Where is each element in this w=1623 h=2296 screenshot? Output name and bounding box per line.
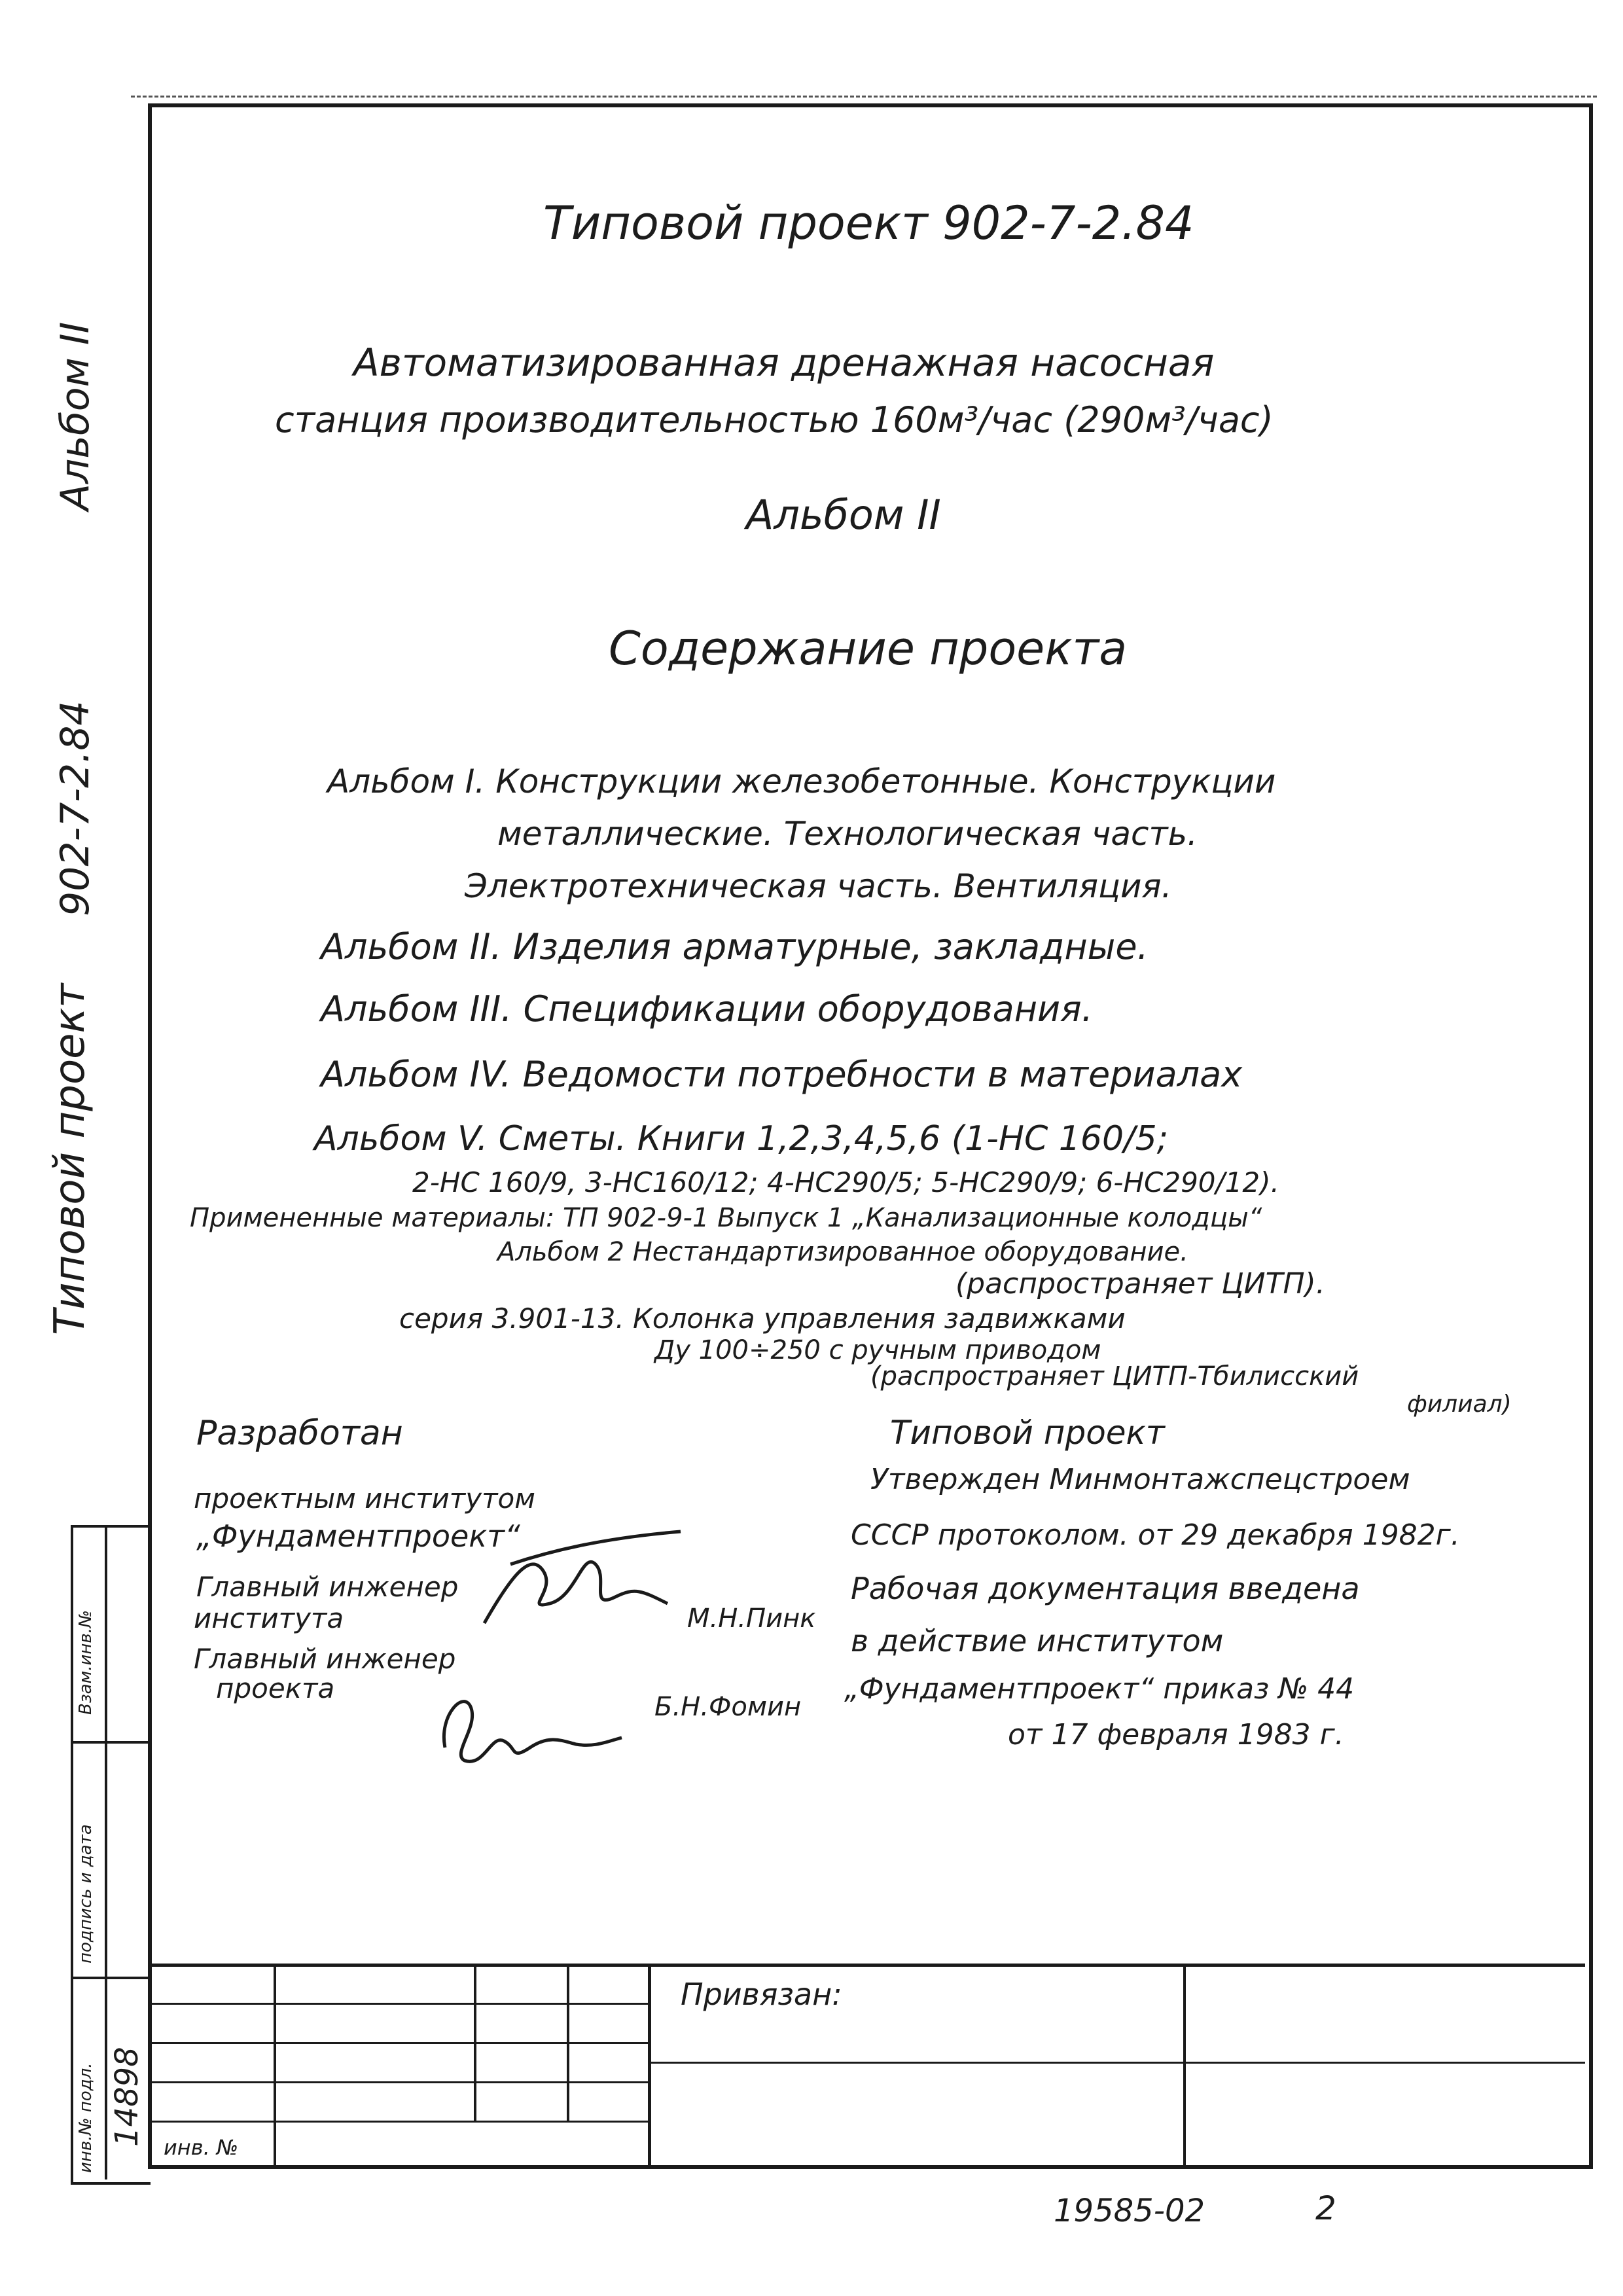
subtitle-line-2: станция производительностью 160м³/час (290м³/час) [275,399,1274,440]
side-inv-number: 14898 [109,2047,145,2147]
side-label-vzam: Взам.инв.№ [76,1610,96,1715]
approval-line-5: в действие институтом [851,1623,1224,1659]
developed-by: проектным институтом [194,1482,535,1515]
album-2-line: Альбом II. Изделия арматурные, закладные. [321,926,1149,967]
approval-line-2: Утвержден Минмонтажспецстроем [870,1463,1410,1496]
side-title-number: 902-7-2.84 [52,700,98,916]
chief-engineer-name: М.Н.Пинк [687,1604,816,1634]
signature-project-engineer [419,1676,628,1774]
album-3-line: Альбом III. Спецификации оборудования. [321,988,1093,1030]
side-divider [105,1525,107,2179]
side-divider [71,1741,148,1744]
applied-materials-6: (распространяет ЦИТП-Тбилисский [870,1361,1359,1391]
applied-materials-5: Ду 100÷250 с ручным приводом [654,1335,1101,1365]
applied-materials-2: Альбом 2 Нестандартизированное оборудование. [497,1237,1188,1267]
developed-label: Разработан [196,1414,403,1453]
album-1-line-1: Альбом I. Конструкции железобетонные. Конструкции [327,762,1276,800]
stamp-hline [651,2062,1585,2064]
bound-label: Привязан: [681,1977,842,2012]
approval-line-4: Рабочая документация введена [851,1571,1360,1606]
institute-name: „Фундаментпроект“ [196,1518,520,1554]
album-1-line-2: металлические. Технологическая часть. [497,815,1198,853]
stamp-vline [274,1964,276,2165]
applied-materials-7: филиал) [1407,1391,1512,1418]
stamp-top-line [148,1964,1585,1967]
inventory-number-label: инв. № [164,2135,239,2160]
stamp-hline [148,2003,648,2005]
document-number: 19585-02 [1054,2193,1205,2229]
contents-heading: Содержание проекта [609,622,1128,675]
side-divider [71,1977,148,1979]
approval-line-7: от 17 февраля 1983 г. [1008,1718,1344,1751]
applied-materials-3: (распространяет ЦИТП). [955,1267,1325,1300]
album-5-line-1: Альбом V. Сметы. Книги 1,2,3,4,5,6 (1-НС 160/5; [314,1119,1169,1158]
stamp-hline [148,2121,648,2123]
album-5-line-2: 2-НС 160/9, 3-НС160/12; 4-НС290/5; 5-НС290/9; 6-НС290/12). [412,1166,1279,1198]
album-4-line: Альбом IV. Ведомости потребности в материалах [321,1054,1243,1095]
stamp-hline [148,2042,648,2044]
top-dashed-line [131,96,1597,98]
album-label: Альбом II [746,491,941,539]
album-1-line-3: Электротехническая часть. Вентиляция. [465,867,1172,905]
stamp-vline [648,1964,651,2165]
project-engineer-name: Б.Н.Фомин [654,1692,802,1722]
side-title-project: Типовой проект [46,983,94,1335]
stamp-hline [148,2081,648,2083]
project-engineer-label-2: проекта [216,1672,335,1704]
chief-engineer-label-1: Главный инженер [196,1571,459,1603]
applied-materials-4: серия 3.901-13. Колонка управления задвижками [399,1302,1126,1335]
page-number: 2 [1315,2189,1336,2227]
side-title-album: Альбом II [52,321,98,511]
subtitle-line-1: Автоматизированная дренажная насосная [353,340,1215,385]
stamp-vline [1183,1964,1186,2165]
approval-line-1: Типовой проект [890,1414,1165,1452]
signature-chief-engineer [471,1512,687,1643]
approval-line-3: СССР протоколом. от 29 декабря 1982г. [851,1518,1460,1552]
side-label-sign-date: подпись и дата [76,1824,96,1964]
chief-engineer-label-2: института [194,1602,344,1634]
applied-materials-1: Примененные материалы: ТП 902-9-1 Выпуск 1 „Канализационные колодцы“ [190,1203,1262,1233]
side-label-inv-orig: инв.№ подл. [76,2062,96,2173]
approval-line-6: „Фундаментпроект“ приказ № 44 [844,1672,1355,1706]
project-engineer-label-1: Главный инженер [194,1643,456,1675]
page-title: Типовой проект 902-7-2.84 [543,196,1194,250]
